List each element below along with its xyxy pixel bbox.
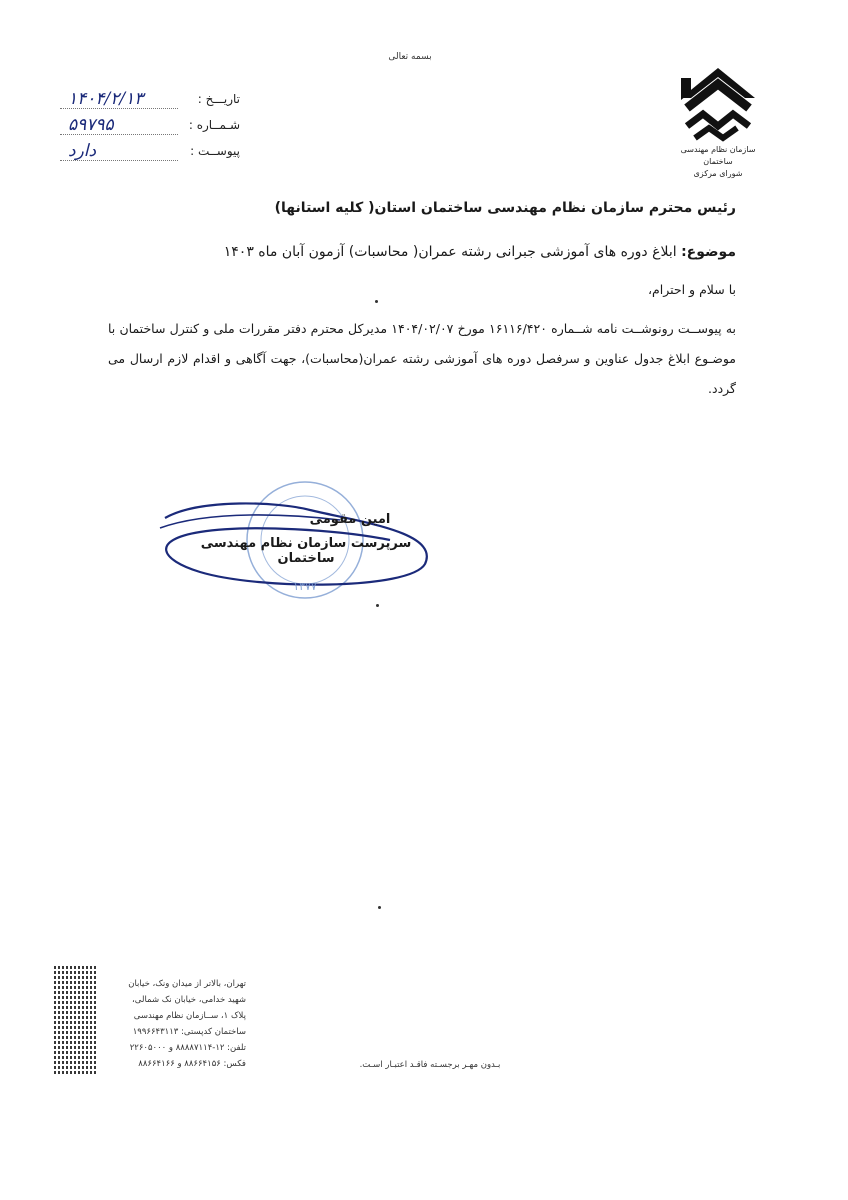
- subject-line: [96, 244, 736, 260]
- stamp-year: ۱۳۷۷: [293, 580, 317, 593]
- greeting-text: با سلام و احترام،: [647, 282, 736, 297]
- meta-number-row: [60, 112, 240, 138]
- logo-line-organization: سازمان نظام مهندسی ساختمان: [680, 145, 756, 166]
- attachment-value: دارد: [60, 142, 178, 161]
- signer-title: سرپرست سازمان نظام مهندسی ساختمان: [200, 536, 412, 566]
- meta-date-row: [60, 86, 240, 112]
- recipient-line: رئیس محترم سازمان نظام مهندسی ساختمان استان( کلیه استانها): [274, 200, 736, 216]
- letter-meta: [60, 86, 240, 164]
- address-line: تهران، بالاتر از میدان ونک، خیابان: [128, 979, 246, 989]
- building-logo-icon: [673, 64, 763, 142]
- address-line: تلفن: ۱۲-۸۸۸۸۷۱۱۴ و ۲۲۶۰۵۰۰۰: [129, 1043, 246, 1053]
- footer-address: [96, 976, 246, 1072]
- subject-text: ابلاغ دوره های آموزشی جبرانی رشته عمران( محاسبات) آزمون آبان ماه ۱۴۰۳: [223, 244, 677, 260]
- address-line: پلاک ۱، ســازمان نظام مهندسی: [133, 1011, 246, 1021]
- attachment-label: پیوســت :: [190, 144, 240, 158]
- logo-line-council: شورای مرکزی: [693, 169, 743, 178]
- number-value: ۵۹۷۹۵: [60, 116, 178, 135]
- letter-body: به پیوســت رونوشــت نامه شــماره ۱۶۱۱۶/۴۲۰ مورخ ۱۴۰۴/۰۲/۰۷ مدیرکل محترم دفتر مقررات ملی و کنترل ساختمان با موضـوع ابلاغ جدول عناوین و سرفصل دوره های آموزشی رشته عمران(محاسبات)، جهت آگاهی و اقدام لازم ارسال می گردد.: [108, 321, 736, 396]
- date-value: ۱۴۰۴/۲/۱۳: [60, 90, 178, 109]
- qr-code-icon: [52, 966, 96, 1076]
- subject-label: موضوع:: [681, 244, 736, 260]
- signature-block: [140, 480, 440, 620]
- address-line: شهید خدامی، خیابان نک شمالی،: [132, 995, 246, 1005]
- validity-note: بـدون مهـر برجسـته فاقـد اعتبـار اسـت.: [359, 1060, 501, 1070]
- meta-attachment-row: [60, 138, 240, 164]
- address-line: ساختمان کدپستی: ۱۹۹۶۶۴۳۱۱۳: [132, 1027, 246, 1037]
- address-line: فکس: ۸۸۶۶۴۱۵۶ و ۸۸۶۶۴۱۶۶: [138, 1059, 246, 1069]
- signer-name: امین مقومی: [309, 512, 391, 527]
- date-label: تاریـــخ :: [197, 92, 240, 106]
- organization-logo: [668, 64, 768, 180]
- invocation-text: بسمه تعالی: [388, 52, 432, 62]
- punch-mark: [375, 300, 378, 303]
- number-label: شـمــاره :: [188, 118, 240, 132]
- punch-mark: [378, 906, 381, 909]
